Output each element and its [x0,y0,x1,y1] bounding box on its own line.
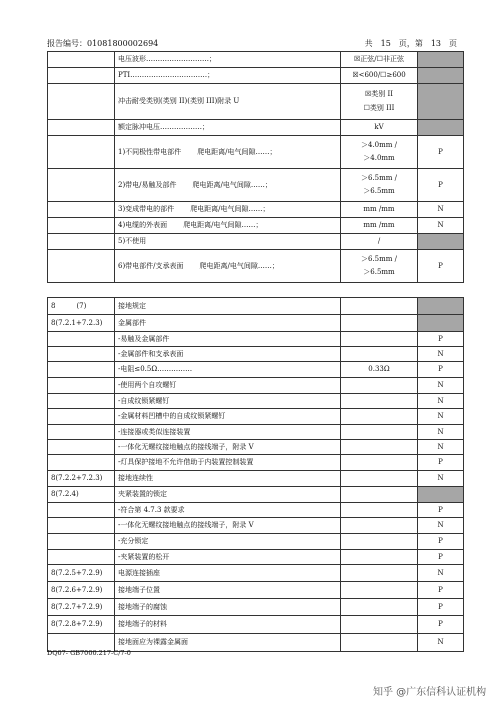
item-cell [115,582,341,599]
table-row [48,425,464,440]
item-text: -金属材料凹槽中的自成纹锁紧螺钉 [118,412,226,421]
item-text: PTI……………………………； [118,71,215,80]
verdict-cell [418,487,464,503]
item-text: 电压波形………………………； [118,55,216,64]
verdict-cell: N [418,394,464,409]
result-cell [341,487,418,503]
item-cell [115,455,341,471]
result-text: ＞4.0mm / [361,140,397,149]
verdict-cell: P [418,503,464,518]
result-text: ☒类别 II [364,90,394,99]
clause-cell [48,378,115,394]
result-text: ☒<600/☐≥600 [352,71,406,80]
report-header [47,38,457,49]
clause-cell: 8(7.2.8+7.2.9) [48,616,115,634]
result-cell [341,347,418,362]
clause-cell: 8(7.2.5+7.2.9) [48,565,115,582]
result-cell [341,332,418,347]
result-cell [341,616,418,634]
item-text: 6)带电部件/支承表面 [118,261,184,270]
item-cell [115,471,341,487]
clause-cell [48,136,115,169]
clause-cell [48,218,115,234]
clause-cell [48,455,115,471]
item-text: 接地连续性 [118,474,153,483]
item-text: 夹紧装置的锁定 [118,490,167,499]
verdict-cell [418,120,464,136]
item-cell [115,362,341,378]
result-cell [341,550,418,565]
item-cell [115,425,341,440]
table-row [48,52,464,68]
item-text: -一体化无螺纹接地触点的接线端子，附录 V [118,521,254,530]
footer-code: DQ07- GB7000.217-C/7-0 [47,649,131,657]
verdict-cell: N [418,440,464,455]
clause-cell: 8(7.2.2+7.2.3) [48,471,115,487]
result-cell [341,362,418,378]
result-cell [341,394,418,409]
table-row [48,218,464,234]
clause-cell: 8(7.2.6+7.2.9) [48,582,115,599]
item-text: 3)变成带电的部件 [118,205,175,214]
table-row [48,136,464,169]
verdict-cell: P [418,616,464,634]
verdict-cell: N [418,378,464,394]
verdict-cell: N [418,347,464,362]
verdict-cell: N [418,471,464,487]
result-cell [341,52,418,68]
table-row [48,169,464,202]
clause-cell [48,362,115,378]
verdict-cell: N [418,425,464,440]
verdict-cell: P [418,362,464,378]
clause-cell [48,332,115,347]
table-row [48,455,464,471]
item-cell [115,136,341,169]
report-no: 01081800002694 [87,39,159,48]
result-text: ＞6.5mm / [361,173,397,182]
result-cell [341,565,418,582]
table-row [48,315,464,332]
result-cell [341,84,418,120]
result-cell [341,425,418,440]
item-cell [115,394,341,409]
result-text: ＞6.5mm / [361,254,397,263]
table-row [48,518,464,534]
item-text: 5)不使用 [118,237,147,246]
table-row [48,250,464,283]
table-row [48,332,464,347]
item-text: 冲击耐受类别(类别 II)(类别 III)附录 U [118,97,240,106]
result-cell [341,169,418,202]
clause-cell: 8(7.2.7+7.2.9) [48,599,115,616]
item-cell [115,68,341,84]
clause-cell [48,169,115,202]
report-no-label: 报告编号： [47,39,87,48]
item-text: -使用两个自攻螺钉 [118,381,177,390]
item-cell [115,218,341,234]
item-cell [115,315,341,332]
table-row [48,503,464,518]
item-text: -充分锁定 [118,537,149,546]
item-text: 接地端子的材料 [118,620,167,629]
table-row [48,440,464,455]
result-cell [341,218,418,234]
result-cell [341,298,418,315]
table-row [48,550,464,565]
item-text: -连接器或类似连接装置 [118,427,191,436]
verdict-cell: N [418,202,464,218]
item-cell [115,378,341,394]
clause-cell [48,68,115,84]
item-cell [115,616,341,634]
item-measure-text: 爬电距离/电气间隙……； [183,221,263,230]
item-text: 4)电缆的外表面 [118,221,168,230]
item-cell [115,487,341,503]
verdict-cell: P [418,332,464,347]
result-cell [341,250,418,283]
item-text: -电阻≤0.5Ω…………… [118,365,193,374]
item-cell [115,332,341,347]
table-row [48,347,464,362]
verdict-cell [418,315,464,332]
result-cell [341,315,418,332]
verdict-cell [418,234,464,250]
table-row [48,84,464,120]
clause-cell [48,534,115,550]
item-cell [115,52,341,68]
table-row [48,362,464,378]
table-creepage [47,51,464,283]
result-cell [341,68,418,84]
clause-cell: 8(7.2.1+7.2.3) [48,315,115,332]
clause-cell [48,347,115,362]
verdict-cell [418,52,464,68]
item-text: -符合第 4.7.3 款要求 [118,505,185,514]
verdict-cell: N [418,634,464,652]
item-text: -易触及金属部件 [118,334,170,343]
item-text: 接地规定 [118,301,146,310]
item-text: 接地端子的腐蚀 [118,602,167,611]
table-row [48,394,464,409]
item-text: -自成纹锁紧螺钉 [118,396,170,405]
result-cell [341,378,418,394]
table-row [48,298,464,315]
table-row [48,616,464,634]
table-row [48,471,464,487]
result-text: 0.33Ω [368,365,390,374]
verdict-cell [418,298,464,315]
item-text: 金属部件 [118,318,146,327]
verdict-cell: N [418,565,464,582]
clause-cell [48,234,115,250]
item-cell [115,84,341,120]
verdict-cell: P [418,250,464,283]
item-measure-text: 爬电距离/电气间隙……； [190,205,270,214]
result-text-2: ☐类别 III [363,103,395,112]
clause-cell [48,440,115,455]
item-text: -灯具保护接地不允许借助于内装置控制装置 [118,458,254,467]
clause-cell: 8(7.2.4) [48,487,115,503]
item-text: 电源连接插座 [118,568,160,577]
item-cell [115,120,341,136]
table-row [48,234,464,250]
item-text: -夹紧装置的松开 [118,552,170,561]
item-text: 接地面应为裸露金属面 [118,638,188,647]
verdict-cell: P [418,534,464,550]
result-text-2: ＞6.5mm [363,187,395,195]
item-measure-text: 爬电距离/电气间隙……； [199,261,279,270]
result-text-2: ＞4.0mm [363,154,395,162]
page-info: 共 15 页，第 13 页 [364,39,457,48]
table-row [48,120,464,136]
result-cell [341,534,418,550]
item-cell [115,634,341,652]
table-row [48,487,464,503]
result-cell [341,518,418,534]
table-row [48,582,464,599]
verdict-cell: P [418,582,464,599]
clause-cell: 8 (7) [48,298,115,315]
result-text: mm /mm [363,205,395,214]
result-cell [341,136,418,169]
item-cell [115,599,341,616]
table-earthing [47,297,464,652]
result-cell [341,582,418,599]
result-cell [341,599,418,616]
result-text: mm /mm [363,221,395,230]
verdict-cell: N [418,518,464,534]
verdict-cell: P [418,550,464,565]
clause-cell [48,503,115,518]
verdict-cell: P [418,455,464,471]
item-cell [115,169,341,202]
result-cell [341,440,418,455]
item-text: 1)不同极性带电部件 [118,147,182,156]
item-cell [115,347,341,362]
verdict-cell: P [418,599,464,616]
result-cell [341,202,418,218]
clause-cell [48,550,115,565]
table-row [48,534,464,550]
table-row [48,68,464,84]
item-text: 2)带电/易触及部件 [118,180,177,189]
item-text: 接地端子位置 [118,585,160,594]
item-cell [115,550,341,565]
item-cell [115,234,341,250]
clause-cell [48,250,115,283]
item-cell [115,518,341,534]
item-cell [115,202,341,218]
table-row [48,565,464,582]
result-cell [341,409,418,425]
verdict-cell: P [418,169,464,202]
item-cell [115,503,341,518]
item-measure-text: 爬电距离/电气间隙……； [192,180,272,189]
item-text: -一体化无螺纹接地触点的接线端子，附录 V [118,442,254,451]
table-row [48,202,464,218]
item-text: 额定脉冲电压………………； [118,123,209,132]
result-text: / [377,237,381,246]
clause-cell [48,394,115,409]
result-cell [341,503,418,518]
item-cell [115,565,341,582]
watermark: 知乎 @广东信科认证机构 [373,687,487,698]
verdict-cell [418,84,464,120]
item-cell [115,409,341,425]
item-text: -金属部件和支承表面 [118,349,184,358]
verdict-cell: N [418,218,464,234]
result-cell [341,455,418,471]
item-cell [115,298,341,315]
clause-cell [48,518,115,534]
table-row [48,378,464,394]
result-text: kV [374,123,384,132]
item-cell [115,534,341,550]
item-measure-text: 爬电距离/电气间隙……； [197,147,277,156]
clause-cell [48,84,115,120]
clause-cell [48,425,115,440]
result-text-2: ＞6.5mm [363,268,395,276]
verdict-cell [418,68,464,84]
result-cell [341,234,418,250]
item-cell [115,250,341,283]
verdict-cell: N [418,409,464,425]
table-row [48,409,464,425]
verdict-cell: P [418,136,464,169]
result-text: ☒正弦/☐非正弦 [354,55,404,64]
clause-cell [48,409,115,425]
result-cell [341,120,418,136]
result-cell [341,471,418,487]
clause-cell [48,52,115,68]
result-cell [341,634,418,652]
item-cell [115,440,341,455]
clause-cell [48,202,115,218]
clause-cell [48,120,115,136]
table-row [48,599,464,616]
